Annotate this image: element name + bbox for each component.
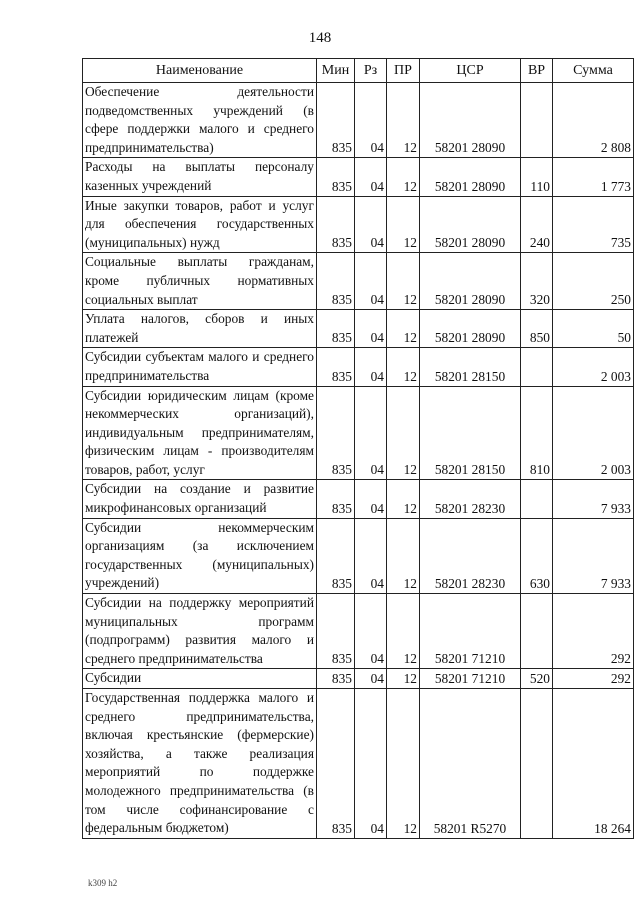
row-min-cell: 835	[317, 253, 355, 310]
row-name-cell: Субсидии на поддержку мероприятий муниципальных программ (подпрограмм) развития малого и среднего предпринимательства	[83, 594, 317, 669]
table-row	[83, 83, 634, 158]
row-pr-cell: 12	[387, 253, 420, 310]
page-number: 148	[308, 30, 332, 46]
row-sum-cell: 735	[553, 196, 634, 253]
row-name-cell: Иные закупки товаров, работ и услуг для обеспечения государственных (муниципальных) нужд	[83, 196, 317, 253]
row-min-cell: 835	[317, 689, 355, 839]
row-sum-cell: 18 264	[553, 689, 634, 839]
table-row	[83, 518, 634, 593]
table-header-row	[83, 59, 634, 83]
row-sum-cell: 2 003	[553, 386, 634, 480]
row-name-cell: Субсидии на создание и развитие микрофинансовых организаций	[83, 480, 317, 518]
row-vr-cell: 240	[521, 196, 553, 253]
budget-table	[82, 58, 634, 839]
row-rz-cell: 04	[355, 386, 387, 480]
row-pr-cell: 12	[387, 196, 420, 253]
row-min-cell: 835	[317, 83, 355, 158]
table-row	[83, 480, 634, 518]
row-min-cell: 835	[317, 594, 355, 669]
header-rz: Рз	[355, 59, 387, 83]
row-rz-cell: 04	[355, 480, 387, 518]
table-row	[83, 669, 634, 689]
table-row	[83, 253, 634, 310]
table-row	[83, 196, 634, 253]
row-pr-cell: 12	[387, 669, 420, 689]
row-rz-cell: 04	[355, 310, 387, 348]
row-sum-cell: 7 933	[553, 518, 634, 593]
table-row	[83, 689, 634, 839]
row-sum-cell: 292	[553, 594, 634, 669]
row-rz-cell: 04	[355, 253, 387, 310]
row-min-cell: 835	[317, 310, 355, 348]
row-csr-cell: 58201 28090	[420, 310, 521, 348]
row-pr-cell: 12	[387, 158, 420, 196]
row-sum-cell: 2 003	[553, 348, 634, 386]
row-sum-cell: 250	[553, 253, 634, 310]
header-csr: ЦСР	[420, 59, 521, 83]
row-rz-cell: 04	[355, 348, 387, 386]
header-sum: Сумма	[553, 59, 634, 83]
row-pr-cell: 12	[387, 83, 420, 158]
row-min-cell: 835	[317, 386, 355, 480]
row-vr-cell	[521, 83, 553, 158]
row-vr-cell	[521, 480, 553, 518]
row-csr-cell: 58201 71210	[420, 594, 521, 669]
row-vr-cell: 110	[521, 158, 553, 196]
row-min-cell: 835	[317, 669, 355, 689]
header-min: Мин	[317, 59, 355, 83]
row-min-cell: 835	[317, 480, 355, 518]
row-csr-cell: 58201 28150	[420, 386, 521, 480]
row-pr-cell: 12	[387, 689, 420, 839]
row-name-cell: Расходы на выплаты персоналу казенных учреждений	[83, 158, 317, 196]
row-sum-cell: 2 808	[553, 83, 634, 158]
row-name-cell: Государственная поддержка малого и среднего предпринимательства, включая крестьянские (фермерские) хозяйства, а также реализация мероприятий по поддержке молодежного предпринимательства (в том числе софинансирование с федеральным бюджетом)	[83, 689, 317, 839]
row-name-cell: Субсидии юридическим лицам (кроме некоммерческих организаций), индивидуальным предпринимателям, физическим лицам - производителям товаров, работ, услуг	[83, 386, 317, 480]
row-vr-cell	[521, 689, 553, 839]
row-csr-cell: 58201 28230	[420, 518, 521, 593]
row-rz-cell: 04	[355, 83, 387, 158]
row-min-cell: 835	[317, 158, 355, 196]
row-rz-cell: 04	[355, 594, 387, 669]
row-pr-cell: 12	[387, 386, 420, 480]
row-min-cell: 835	[317, 348, 355, 386]
row-min-cell: 835	[317, 518, 355, 593]
row-pr-cell: 12	[387, 348, 420, 386]
row-pr-cell: 12	[387, 310, 420, 348]
table-row	[83, 348, 634, 386]
row-rz-cell: 04	[355, 158, 387, 196]
row-pr-cell: 12	[387, 480, 420, 518]
row-vr-cell: 850	[521, 310, 553, 348]
row-csr-cell: 58201 28090	[420, 158, 521, 196]
header-name: Наименование	[83, 59, 317, 83]
row-csr-cell: 58201 28230	[420, 480, 521, 518]
row-csr-cell: 58201 R5270	[420, 689, 521, 839]
row-csr-cell: 58201 28090	[420, 83, 521, 158]
table-row	[83, 594, 634, 669]
table-row	[83, 310, 634, 348]
row-vr-cell: 630	[521, 518, 553, 593]
row-csr-cell: 58201 71210	[420, 669, 521, 689]
row-sum-cell: 292	[553, 669, 634, 689]
row-name-cell: Субсидии субъектам малого и среднего предпринимательства	[83, 348, 317, 386]
row-vr-cell: 320	[521, 253, 553, 310]
row-csr-cell: 58201 28150	[420, 348, 521, 386]
footer-mark: k309 h2	[88, 878, 118, 888]
row-name-cell: Субсидии	[83, 669, 317, 689]
header-vr: ВР	[521, 59, 553, 83]
row-sum-cell: 1 773	[553, 158, 634, 196]
row-sum-cell: 7 933	[553, 480, 634, 518]
row-pr-cell: 12	[387, 518, 420, 593]
row-vr-cell: 810	[521, 386, 553, 480]
row-vr-cell	[521, 348, 553, 386]
row-name-cell: Субсидии некоммерческим организациям (за исключением государственных (муниципальных) учреждений)	[83, 518, 317, 593]
row-rz-cell: 04	[355, 689, 387, 839]
row-csr-cell: 58201 28090	[420, 196, 521, 253]
table-row	[83, 158, 634, 196]
table-row	[83, 386, 634, 480]
row-vr-cell	[521, 594, 553, 669]
row-min-cell: 835	[317, 196, 355, 253]
row-name-cell: Обеспечение деятельности подведомственных учреждений (в сфере поддержки малого и среднего предпринимательства)	[83, 83, 317, 158]
row-name-cell: Социальные выплаты гражданам, кроме публичных нормативных социальных выплат	[83, 253, 317, 310]
row-csr-cell: 58201 28090	[420, 253, 521, 310]
row-rz-cell: 04	[355, 518, 387, 593]
row-pr-cell: 12	[387, 594, 420, 669]
header-pr: ПР	[387, 59, 420, 83]
row-rz-cell: 04	[355, 669, 387, 689]
row-rz-cell: 04	[355, 196, 387, 253]
row-vr-cell: 520	[521, 669, 553, 689]
row-name-cell: Уплата налогов, сборов и иных платежей	[83, 310, 317, 348]
row-sum-cell: 50	[553, 310, 634, 348]
